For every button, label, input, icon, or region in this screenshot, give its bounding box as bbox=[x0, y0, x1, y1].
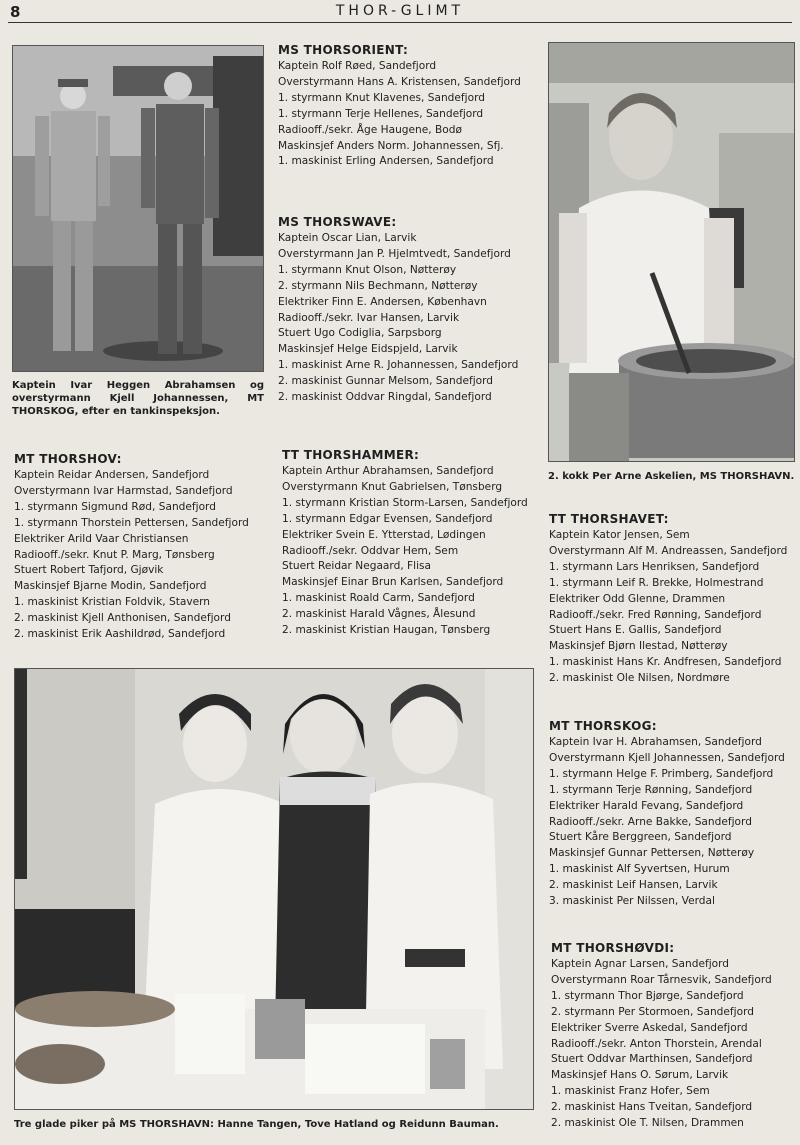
ship-title: MT THORSHØVDI: bbox=[551, 941, 675, 955]
crew-line: Stuert Kåre Berggreen, Sandefjord bbox=[549, 831, 732, 844]
photo-three-girls bbox=[14, 668, 534, 1110]
crew-line: Kaptein Oscar Lian, Larvik bbox=[278, 232, 417, 244]
ship-title: MS THORSWAVE: bbox=[278, 215, 397, 229]
crew-line: 1. styrmann Thor Bjørge, Sandefjord bbox=[551, 989, 744, 1002]
crew-line: Overstyrmann Roar Tårnesvik, Sandefjord bbox=[551, 973, 772, 986]
ship-title: MT THORSKOG: bbox=[549, 719, 657, 733]
crew-list-thorswave bbox=[278, 214, 518, 406]
crew-line: Maskinsjef Anders Norm. Johannessen, Sfj. bbox=[278, 139, 504, 152]
crew-line: Overstyrmann Ivar Harmstad, Sandefjord bbox=[14, 484, 233, 497]
crew-line: 2. maskinist Kjell Anthonisen, Sandefjord bbox=[14, 612, 231, 625]
crew-line: 1. styrmann Terje Hellenes, Sandefjord bbox=[278, 107, 484, 120]
crew-line: Elektriker Svein E. Ytterstad, Lødingen bbox=[282, 528, 486, 541]
crew-line: 2. maskinist Gunnar Melsom, Sandefjord bbox=[278, 375, 494, 388]
crew-line: 2. maskinist Harald Vågnes, Ålesund bbox=[282, 608, 476, 621]
crew-line: Elektriker Sverre Askedal, Sandefjord bbox=[551, 1021, 748, 1034]
crew-line: 2. maskinist Oddvar Ringdal, Sandefjord bbox=[278, 391, 492, 404]
crew-line: 1. styrmann Knut Olson, Nøtterøy bbox=[278, 263, 457, 276]
page-number: 8 bbox=[10, 3, 21, 21]
crew-line: Radiooff./sekr. Anton Thorstein, Arendal bbox=[551, 1037, 762, 1050]
crew-line: 2. maskinist Leif Hansen, Larvik bbox=[549, 879, 718, 892]
crew-line: Elektriker Harald Fevang, Sandefjord bbox=[549, 799, 744, 812]
crew-list-thorsorient bbox=[278, 42, 521, 170]
crew-line: Maskinsjef Bjørn Ilestad, Nøtterøy bbox=[549, 640, 728, 653]
crew-line: Maskinsjef Hans O. Sørum, Larvik bbox=[551, 1069, 729, 1082]
crew-line: 1. styrmann Sigmund Rød, Sandefjord bbox=[14, 500, 216, 513]
crew-line: 2. maskinist Erik Aashildrød, Sandefjord bbox=[14, 628, 226, 641]
crew-line: 1. styrmann Thorstein Pettersen, Sandefjord bbox=[14, 516, 249, 529]
photo-tank-inspection bbox=[12, 45, 264, 372]
ship-title: MT THORSHOV: bbox=[14, 452, 122, 466]
caption-three-girls: Tre glade piker på MS THORSHAVN: Hanne Tangen, Tove Hatland og Reidunn Bauman. bbox=[14, 1119, 499, 1130]
crew-line: 2. maskinist Ole T. Nilsen, Drammen bbox=[551, 1117, 744, 1130]
crew-list-thorshavet bbox=[549, 511, 787, 687]
crew-line: Elektriker Finn E. Andersen, København bbox=[278, 295, 487, 308]
crew-line: Maskinsjef Bjarne Modin, Sandefjord bbox=[14, 580, 207, 593]
crew-line: 1. styrmann Edgar Evensen, Sandefjord bbox=[282, 512, 493, 525]
crew-line: Stuert Oddvar Marthinsen, Sandefjord bbox=[551, 1053, 753, 1066]
crew-line: Radiooff./sekr. Oddvar Hem, Sem bbox=[282, 544, 459, 557]
crew-line: Kaptein Rolf Røed, Sandefjord bbox=[278, 60, 437, 72]
crew-list-thorskog bbox=[549, 718, 785, 910]
crew-line: 1. styrmann Leif R. Brekke, Holmestrand bbox=[549, 576, 764, 589]
crew-line: Overstyrmann Hans A. Kristensen, Sandefjord bbox=[278, 75, 521, 88]
crew-line: Stuert Ugo Codiglia, Sarpsborg bbox=[278, 327, 442, 340]
crew-line: 2. styrmann Nils Bechmann, Nøtterøy bbox=[278, 279, 478, 292]
crew-line: Overstyrmann Kjell Johannessen, Sandefjord bbox=[549, 751, 785, 764]
crew-line: 1. maskinist Erling Andersen, Sandefjord bbox=[278, 155, 494, 168]
crew-line: Stuert Hans E. Gallis, Sandefjord bbox=[549, 624, 722, 637]
crew-line: Kaptein Arthur Abrahamsen, Sandefjord bbox=[282, 465, 494, 477]
crew-line: Radiooff./sekr. Åge Haugene, Bodø bbox=[278, 123, 462, 136]
crew-line: 1. maskinist Alf Syvertsen, Hurum bbox=[549, 863, 730, 876]
crew-line: 1. maskinist Arne R. Johannessen, Sandefjord bbox=[278, 359, 519, 372]
crew-line: 1. styrmann Knut Klavenes, Sandefjord bbox=[278, 91, 485, 104]
crew-list-thorshovdi bbox=[551, 940, 772, 1132]
ship-title: TT THORSHAVET: bbox=[549, 512, 669, 526]
running-title: THOR-GLIMT bbox=[335, 3, 465, 19]
crew-list-thorshov bbox=[14, 451, 249, 643]
crew-line: Overstyrmann Knut Gabrielsen, Tønsberg bbox=[282, 480, 503, 493]
crew-line: Maskinsjef Einar Brun Karlsen, Sandefjord bbox=[282, 576, 504, 589]
ship-title: MS THORSORIENT: bbox=[278, 43, 409, 57]
crew-line: Kaptein Kator Jensen, Sem bbox=[549, 529, 690, 541]
ship-title: TT THORSHAMMER: bbox=[282, 448, 420, 462]
crew-line: Overstyrmann Jan P. Hjelmtvedt, Sandefjord bbox=[278, 247, 511, 260]
crew-line: 1. maskinist Roald Carm, Sandefjord bbox=[282, 592, 475, 605]
header-rule bbox=[8, 22, 792, 23]
crew-line: 2. maskinist Ole Nilsen, Nordmøre bbox=[549, 672, 730, 685]
crew-line: 1. maskinist Franz Hofer, Sem bbox=[551, 1085, 710, 1098]
crew-line: 1. maskinist Kristian Foldvik, Stavern bbox=[14, 596, 211, 609]
crew-line: Kaptein Reidar Andersen, Sandefjord bbox=[14, 469, 210, 481]
crew-line: 3. maskinist Per Nilssen, Verdal bbox=[549, 895, 715, 908]
crew-line: Maskinsjef Gunnar Pettersen, Nøtterøy bbox=[549, 847, 755, 860]
crew-line: Elektriker Arild Vaar Christiansen bbox=[14, 532, 189, 545]
crew-line: Radiooff./sekr. Ivar Hansen, Larvik bbox=[278, 311, 460, 324]
page-header bbox=[0, 0, 800, 24]
crew-line: 2. maskinist Kristian Haugan, Tønsberg bbox=[282, 624, 491, 637]
crew-line: Radiooff./sekr. Knut P. Marg, Tønsberg bbox=[14, 548, 215, 561]
crew-line: Kaptein Ivar H. Abrahamsen, Sandefjord bbox=[549, 736, 762, 748]
caption-tank-inspection: Kaptein Ivar Heggen Abrahamsen og overstyrmann Kjell Johannessen, MT THORSKOG, efter en tankinspeksjon. bbox=[12, 380, 264, 417]
crew-line: Elektriker Odd Glenne, Drammen bbox=[549, 592, 726, 605]
crew-line: 1. maskinist Hans Kr. Andfresen, Sandefjord bbox=[549, 656, 782, 669]
crew-list-thorshammer bbox=[282, 447, 528, 639]
crew-line: 1. styrmann Lars Henriksen, Sandefjord bbox=[549, 560, 760, 573]
crew-line: Radiooff./sekr. Arne Bakke, Sandefjord bbox=[549, 815, 752, 828]
crew-line: Stuert Robert Tafjord, Gjøvik bbox=[14, 564, 164, 577]
crew-line: Overstyrmann Alf M. Andreassen, Sandefjord bbox=[549, 544, 788, 557]
photo-cook bbox=[548, 42, 795, 462]
crew-line: Radiooff./sekr. Fred Rønning, Sandefjord bbox=[549, 608, 762, 621]
crew-line: 1. styrmann Kristian Storm-Larsen, Sandefjord bbox=[282, 496, 528, 509]
crew-line: 2. maskinist Hans Tveitan, Sandefjord bbox=[551, 1101, 753, 1114]
crew-line: Stuert Reidar Negaard, Flisa bbox=[282, 560, 432, 573]
crew-line: 1. styrmann Helge F. Primberg, Sandefjord bbox=[549, 767, 774, 780]
crew-line: 2. styrmann Per Stormoen, Sandefjord bbox=[551, 1005, 754, 1018]
crew-line: 1. styrmann Terje Rønning, Sandefjord bbox=[549, 783, 753, 796]
crew-line: Maskinsjef Helge Eidspjeld, Larvik bbox=[278, 343, 458, 356]
crew-line: Kaptein Agnar Larsen, Sandefjord bbox=[551, 958, 730, 970]
caption-cook: 2. kokk Per Arne Askelien, MS THORSHAVN. bbox=[548, 471, 795, 482]
